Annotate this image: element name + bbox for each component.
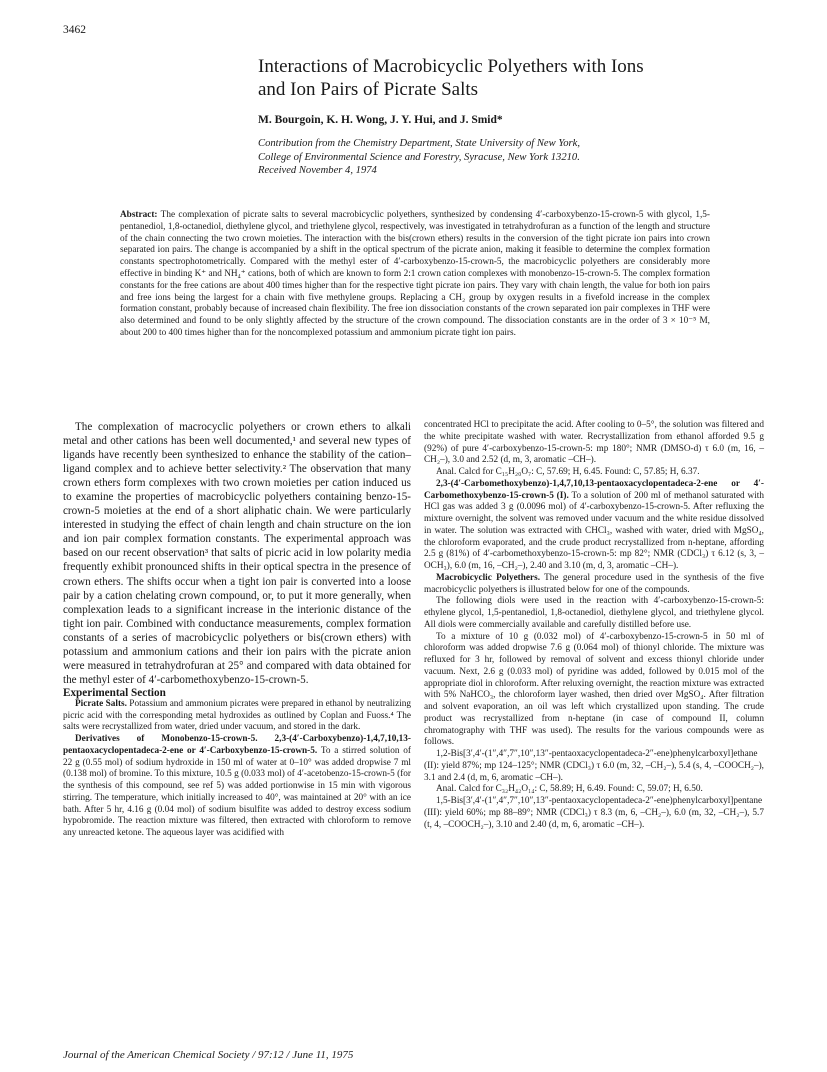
abstract-label: Abstract: [120,210,158,220]
macrobicyclic-paragraph [424,573,764,597]
compound-ii-paragraph: 1,2-Bis[3′,4′-(1″,4″,7″,10″,13″-pentaoxacyclopentadeca-2″-ene)phenylcarboxyl]ethane (II): yield 87%; mp 124–125°; NMR (CDCl₃) τ 6.0 (m, 32, –CH₂–), 5.4 (s, 4, –COOCH₂–), 3.1 and 2.4 (d, m, 6, aromatic –CH–). [424,749,764,783]
page-number: 3462 [63,24,86,36]
analysis-paragraph-1: Anal. Calcd for C₁₅H₂₀O₇: C, 57.69; H, 6.45. Found: C, 57.85; H, 6.37. [436,467,700,477]
derivatives-heading: Derivatives of Monobenzo-15-crown-5. 2,3-(4′-Carboxybenzo)-1,4,7,10,13-pentaoxacyclopentadeca-2-ene or 4′-Carboxybenzo-15-crown-5. [63,734,411,756]
analysis-paragraph-2: Anal. Calcd for C₃₂H₄₂O₁₄: C, 58.89; H, 6.49. Found: C, 59.07; H, 6.50. [436,784,703,795]
diols-paragraph: The following diols were used in the reaction with 4′-carboxybenzo-15-crown-5: ethylene glycol, 1,5-pentanediol, 1,8-octanediol, diethylene glycol, and triethylene glycol. All diols were commercially available and carefully distilled before use. [424,596,764,630]
authors: M. Bourgoin, K. H. Wong, J. Y. Hui, and J. Smid* [258,114,503,126]
procedure-paragraph: To a mixture of 10 g (0.032 mol) of 4′-carboxybenzo-15-crown-5 in 50 ml of chloroform was added dropwise 7.6 g (0.064 mol) of thionyl chloride. The mixture was refluxed for 3 hr, followed by removal of solvent and excess thionyl chloride under vacuum. Next, 2.6 g (0.033 mol) of pyridine was added, followed by 0.015 mol of the appropriate diol in chloroform. After reluxing overnight, the reaction mixture was extracted with 5% NaHCO₃, the chloroform layer washed, then dried over MgSO₄. After filtration and solvent evaporation, an oil was left which crystallized upon standing. The crude product was recrystallized from n-heptane (in case of compound II, column chromatography with THF was used). The results for the various compounds were as follows. [424,631,764,748]
picrate-salts-paragraph [63,699,411,734]
intro-paragraph: The complexation of macrocyclic polyethers or crown ethers to alkali metal and other cations has been well documented,¹ and several new types of ligands have recently been synthesized to enhance the stability of the cation–ligand complex and to achieve better selectivity.² The observation that many crown ethers form complexes with two crown moieties per cation induced us to examine the properties of macrobicyclic polyethers containing benzo-15-crown-5 moieties at the end of a short aliphatic chain. We were particularly interested in studying the effect of chain length and chain structure on the ion and ion pair complex formation constants. The experimental approach was based on our recent observation³ that salts of picric acid in low polarity media frequently exhibit pronounced shifts in their optical spectra in the presence of crown ethers. The shifts occur when a tight ion pair is converted into a loose pair by a cation chelating crown compound, or, to put it more generally, when complexation leads to a significant increase in the interionic distance of the tight ion pair. Combined with conductance measurements, complex formation constants of a series of macrobicyclic polyethers or bis(crown ethers) with potassium and ammonium cations and their ion pairs with the picrate anion were measured in tetrahydrofuran at 25° and compared with data obtained for the methyl ester of 4′-carbomethoxybenzo-15-crown-5. [63,421,411,686]
affiliation-line-2: College of Environmental Science and Forestry, Syracuse, New York 13210. [258,151,580,163]
affiliation-line-1: Contribution from the Chemistry Department, State University of New York, [258,138,581,149]
abstract-text: The complexation of picrate salts to several macrobicyclic polyethers, synthesized by condensing 4′-carboxybenzo-15-crown-5 with glycol, 1,5-pentanediol, 1,8-octanediol, diethylene glycol, and triethylene glycol, respectively, was investigated in tetrahydrofuran as a function of the length and structure of the chain connecting the two crown moieties. The interaction with the bis(crown ethers) results in the conversion of the tight picrate ion pairs into crown separated ion pairs. The change is accompanied by a shift in the optical spectrum of the picrate anion, making it feasible to determine the complex formation constants spectrophotometrically. Compared with the methyl ester of 4′-carboxybenzo-15-crown-5, the macrobicyclic polyethers are considerably more effective in binding K⁺ and NH₄⁺ cations, both of which are known to form 2:1 crown cation complexes with monobenzo-15-crown-5. The complex formation constants for the free cations are about 400 times higher than for the respective tight picrate ion pairs. They vary with chain length, the value for both ion pairs and free ions being the largest for a chain with five methylene groups. Replacing a CH₂ group by oxygen results in a fivefold increase in the complex formation constant, probably because of increased chain flexibility. The free ion dissociation constants of the crown separated ion pair complexes in THF were also determined and found to be only slightly affected by the structure of the crown compound. The dissociation constants are in the order of 3 × 10⁻⁵ M, about 200 to 400 times higher than for the noncomplexed potassium and ammonium picrate tight ion pairs. [120,210,710,338]
derivatives-paragraph [63,734,411,840]
carbomethoxy-heading: 2,3-(4′-Carbomethoxybenzo)-1,4,7,10,13-pentaoxacyclopentadeca-2-ene or 4′-Carbomethoxybenzo-15-crown-5 (I). [424,478,764,501]
title-line-2: and Ion Pairs of Picrate Salts [258,79,479,100]
derivatives-text: To a stirred solution of 22 g (0.55 mol) of sodium hydroxide in 150 ml of water at 0–10° was added dropwise 7 ml (0.138 mol) of bromine. To this mixture, 10.5 g (0.033 mol) of 4′-acetobenzo-15-crown-5 (for the synthesis of this compound, see ref 5) was added portionwise in 15 min with vigorous stirring. The temperature, which initially increased to 40°, was maintained at 20° with an ice bath. After 5 hr, 4.16 g (0.04 mol) of sodium bisulfite was added to destroy excess sodium hypobromide. The reaction mixture was filtered, then extracted with chloroform to remove any unreacted ketone. The aqueous layer was acidified with [63,745,411,839]
article-title [258,55,778,101]
acid-workup-paragraph: concentrated HCl to precipitate the acid. After cooling to 0–5°, the solution was filtered and the white precipitate washed with water. Recrystallization from ethanol afforded 9.5 g (92%) of pure 4′-carboxybenzo-15-crown-5: mp 180°; NMR (DMSO-d) τ 6.0 (m, 16, –CH₂–), 3.0 and 2.52 (d, m, 3, aromatic –CH–). [424,420,764,466]
compound-iii-paragraph: 1,5-Bis[3′,4′-(1″,4″,7″,10″,13″-pentaoxacyclopentadeca-2″-ene)phenylcarboxyl]pentane (III): yield 60%; mp 88–89°; NMR (CDCl₃) τ 8.3 (m, 6, –CH₂–), 6.0 (m, 32, –CH₂–), 5.7 (t, 4, –COOCH₂–), 3.10 and 2.40 (d, m, 6, aromatic –CH–). [424,796,764,830]
macrobicyclic-heading: Macrobicyclic Polyethers. [436,572,541,583]
picrate-salts-heading: Picrate Salts. [75,698,127,709]
section-heading-experimental: Experimental Section [63,686,166,699]
left-column [63,420,411,840]
carbomethoxy-paragraph [424,479,764,573]
title-line-1: Interactions of Macrobicyclic Polyethers with Ions [258,56,644,77]
affiliation [258,137,778,178]
abstract [120,210,710,340]
journal-footer: Journal of the American Chemical Society / 97:12 / June 11, 1975 [63,1049,354,1061]
right-column [424,420,764,831]
carbomethoxy-text: To a solution of 200 ml of methanol saturated with HCl gas was added 3 g (0.0096 mol) of 4′-carboxybenzo-15-crown-5. After refluxing the mixture overnight, the solvent was removed under vacuum and the white residue dissolved in water. The solution was extracted with CHCl₃, washed with water, dried with MgSO₄, the chloroform evaporated, and the crude product recrystallized from n-heptane, affording 2.5 g (81%) of 4′-carbomethoxybenzo-15-crown-5: mp 82°; NMR (CDCl₃) τ 6.12 (s, 3, –OCH₃), 6.0 (m, 16, –CH₂–), 2.40 and 3.10 (m, d, 3, aromatic –CH–). [424,490,764,571]
macrobicyclic-text: The general procedure used in the synthesis of the five macrobicyclic polyethers is illustrated below for one of the compounds. [424,572,764,595]
picrate-salts-text: Potassium and ammonium picrates were prepared in ethanol by neutralizing picric acid with the corresponding metal hydroxides as outlined by Coplan and Fuoss.⁴ The salts were recrystallized from water, dried under vacuum, and stored in the dark. [63,698,411,733]
received-date: Received November 4, 1974 [258,165,377,176]
